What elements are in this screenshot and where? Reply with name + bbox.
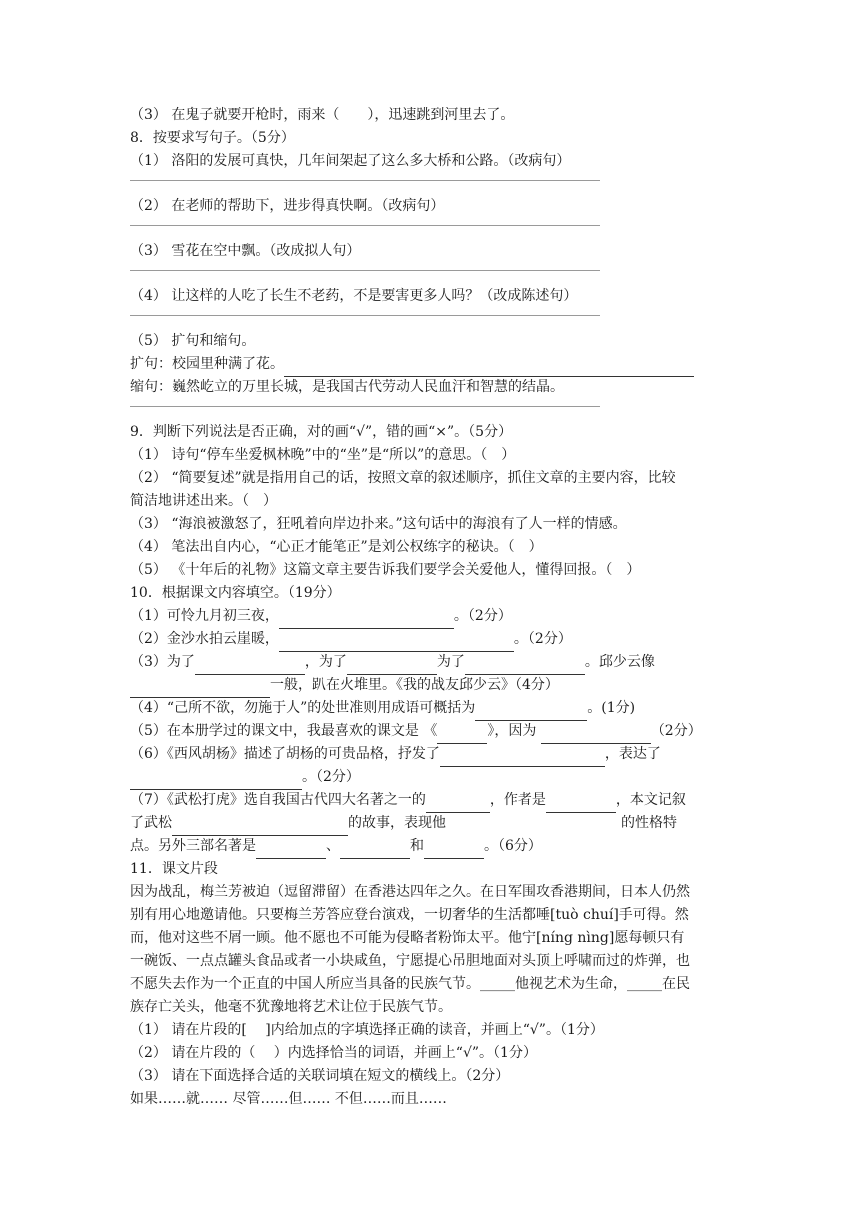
q9-item-2b: 简洁地讲述出来。（ ） (130, 493, 277, 509)
blank[interactable] (465, 651, 585, 675)
answer-line[interactable] (130, 180, 600, 181)
q8-item-4: （4） 让这样的人吃了长生不老药，不是要害更多人吗？（改成陈述句） (130, 288, 578, 304)
q10-line-6: （6）《西风胡杨》描述了胡杨的可贵品格，抒发了 ，表达了 (130, 743, 742, 766)
q10-title: 10．根据课文内容填空。（19分） (130, 585, 341, 601)
passage-line-4: 一碗饭、一点点罐头食品或者一小块咸鱼，宁愿提心吊胆地面对头顶上呼啸而过的炸弹，也 (130, 953, 690, 969)
q11-sub-3: （3） 请在下面选择合适的关联词填在短文的横线上。（2分） (130, 1068, 510, 1084)
answer-line[interactable] (130, 225, 600, 226)
q9-title: 9．判断下列说法是否正确，对的画“√”，错的画“×”。（5分） (130, 424, 513, 440)
passage-line-6: 族存亡关头，他毫不犹豫地将艺术让位于民族气节。 (130, 999, 452, 1015)
expand-blank[interactable] (284, 353, 694, 377)
q8-title: 8．按要求写句子。（5分） (130, 130, 295, 146)
blank[interactable] (437, 720, 487, 744)
blank[interactable] (172, 812, 348, 836)
blank[interactable] (130, 674, 270, 698)
blank[interactable] (130, 766, 302, 790)
blank[interactable] (279, 605, 454, 629)
q8-expand (130, 353, 742, 376)
q11-title: 11．课文片段 (130, 861, 218, 877)
q10-line-5: （5）在本册学过的课文中，我最喜欢的课文是 《 》，因为 （2分） (130, 720, 742, 743)
q10-line-1: （1）可怜九月初三夜， 。（2分） (130, 605, 742, 628)
q9-item-4: （4） 笔法出自内心，“心正才能笔正”是刘公权练字的秘诀。（ ） (130, 539, 543, 555)
answer-line[interactable] (130, 406, 600, 407)
q9-item-1: （1） 诗句“停车坐爱枫林晚”中的“坐”是“所以”的意思。（ ） (130, 447, 516, 463)
q8-shrink: 缩句：巍然屹立的万里长城，是我国古代劳动人民血汗和智慧的结晶。 (130, 379, 564, 395)
blank[interactable] (440, 743, 605, 767)
q8-item-2: （2） 在老师的帮助下，进步得真快啊。（改病句） (130, 198, 445, 214)
blank[interactable] (546, 789, 616, 813)
answer-line[interactable] (130, 270, 600, 271)
blank[interactable] (256, 835, 326, 859)
q11-sub-2: （2） 请在片段的（ ）内选择恰当的词语，并画上“√”。（1分） (130, 1045, 537, 1061)
q7-item-3: （3） 在鬼子就要开枪时，雨来（ ），迅速跳到河里去了。 (130, 107, 515, 123)
q10-line-3: （3）为了 ，为了 为了 。邱少云像 (130, 651, 742, 674)
expand-label: 扩句：校园里种满了花。 (130, 356, 284, 372)
q10-line-2: （2）金沙水拍云崖暖， 。（2分） (130, 628, 742, 651)
conjunction-options: 如果……就…… 尽管……但…… 不但……而且…… (130, 1091, 447, 1107)
blank[interactable] (347, 651, 437, 675)
blank[interactable] (340, 835, 410, 859)
q10-line-4: （4）“己所不欲，勿施于人”的处世准则用成语可概括为 。(1分) (130, 697, 742, 720)
q10-line-7: （7）《武松打虎》选自我国古代四大名著之一的 ，作者是 ，本文记叙 (130, 789, 742, 812)
blank[interactable] (541, 720, 651, 744)
q8-item-1: （1） 洛阳的发展可真快，几年间架起了这么多大桥和公路。（改病句） (130, 153, 571, 169)
q9-item-3: （3） “海浪被激怒了，狂吼着向岸边扑来。”这句话中的海浪有了人一样的情感。 (130, 516, 627, 532)
q10-line-7b: 了武松 的故事，表现他 的性格特 (130, 812, 742, 835)
blank[interactable] (279, 628, 514, 652)
passage-line-1: 因为战乱，梅兰芳被迫（逗留滞留）在香港达四年之久。在日军围攻香港期间，日本人仍然 (130, 884, 690, 900)
passage-line-5: 不愿失去作为一个正直的中国人所应当具备的民族气节。_____他视艺术为生命，_____在民 (130, 976, 690, 992)
q9-item-5: （5） 《十年后的礼物》这篇文章主要告诉我们要学会关爱他人，懂得回报。（ ） (130, 562, 641, 578)
q9-item-2a: （2） “简要复述”就是指用自己的话，按照文章的叙述顺序，抓住文章的主要内容，比较 (130, 470, 676, 486)
passage-line-3: 而，他对这些不屑一顾。他不愿也不可能为侵略者粉饰太平。他宁[níng nìng]愿每顿只有 (130, 930, 685, 946)
q11-sub-1: （1） 请在片段的[ ]内给加点的字填选择正确的读音，并画上“√”。（1分） (130, 1022, 604, 1038)
blank[interactable] (426, 789, 490, 813)
q8-item-5: （5） 扩句和缩句。 (130, 333, 256, 349)
q10-line-3b: 一般，趴在火堆里。《我的战友邱少云》（4分） (130, 674, 742, 697)
q10-line-6b: 。（2分） (130, 766, 742, 789)
worksheet-page (130, 104, 742, 1111)
q8-item-3: （3） 雪花在空中飘。（改成拟人句） (130, 243, 361, 259)
blank[interactable] (195, 651, 305, 675)
blank[interactable] (424, 835, 484, 859)
answer-line[interactable] (130, 315, 600, 316)
passage-line-2: 别有用心地邀请他。只要梅兰芳答应登台演戏，一切奢华的生活都唾[tuò chuí]手可得。然 (130, 907, 689, 923)
q10-line-7c: 点。另外三部名著是 、 和 。（6分） (130, 835, 742, 858)
blank[interactable] (475, 697, 587, 721)
